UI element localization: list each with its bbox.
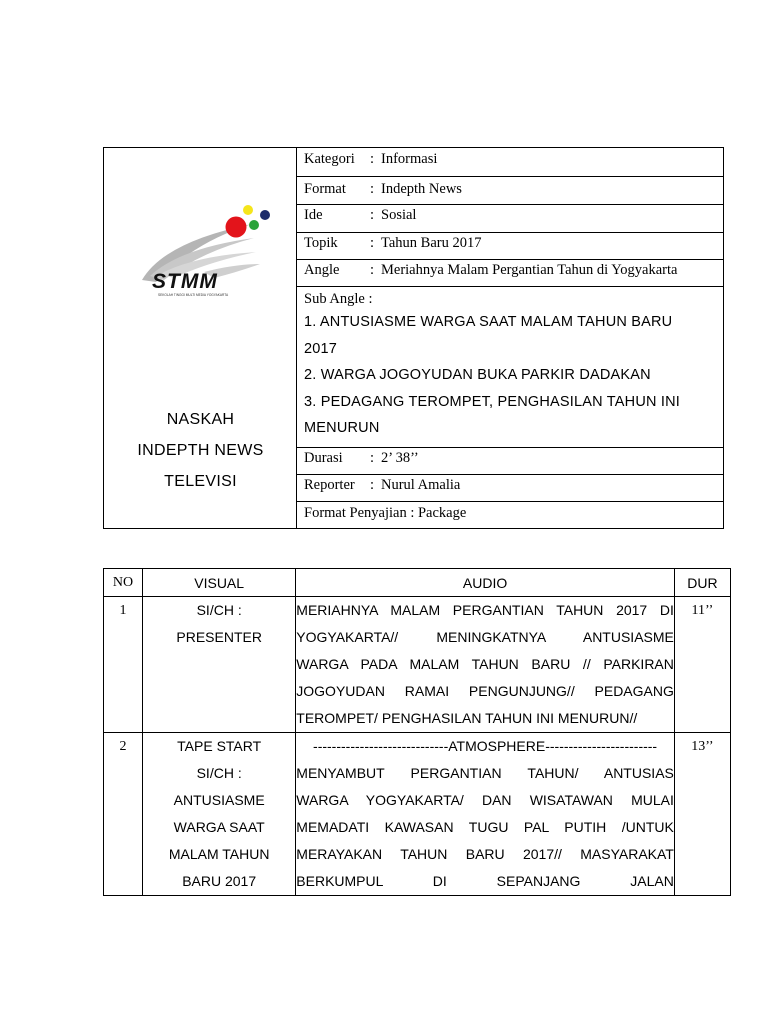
sub-angle-line: 2017 xyxy=(304,340,338,357)
meta-format-penyajian: Format Penyajian : Package xyxy=(304,505,467,521)
row-duration: 11’’ xyxy=(674,597,730,733)
column-header-no: NO xyxy=(104,569,143,597)
audio-line: BERKUMPUL DI SEPANJANG JALAN xyxy=(296,873,674,889)
row-number: 1 xyxy=(104,597,143,733)
audio-line: -----------------------------ATMOSPHERE------------------------ xyxy=(313,738,658,754)
header-left-cell xyxy=(104,148,297,528)
sub-angle-line: 3. PEDAGANG TEROMPET, PENGHASILAN TAHUN INI xyxy=(304,393,681,410)
meta-sub-angle xyxy=(297,287,723,448)
header-table xyxy=(103,147,724,529)
visual-line: WARGA SAAT xyxy=(173,819,265,835)
stmm-logo xyxy=(134,202,274,302)
title-line-1: NASKAH xyxy=(166,411,235,428)
audio-line: MERAYAKAN TAHUN BARU 2017// MASYARAKAT xyxy=(296,846,674,862)
visual-line: ANTUSIASME xyxy=(173,792,265,808)
meta-format: Format : Indepth News xyxy=(297,177,723,205)
header-meta xyxy=(297,148,723,528)
visual-line: TAPE START xyxy=(177,738,262,754)
audio-line: TEROMPET/ PENGHASILAN TAHUN INI MENURUN// xyxy=(296,710,638,726)
row-visual xyxy=(143,733,296,896)
row-duration: 13’’ xyxy=(674,733,730,896)
meta-topik: Topik : Tahun Baru 2017 xyxy=(297,233,723,260)
meta-ide: Ide : Sosial xyxy=(297,205,723,233)
visual-line: SI/CH : xyxy=(196,602,242,618)
logo-wordmark: STMM xyxy=(152,270,218,293)
row-number: 2 xyxy=(104,733,143,896)
audio-line: MEMADATI KAWASAN TUGU PAL PUTIH /UNTUK xyxy=(296,819,674,835)
row-visual xyxy=(143,597,296,733)
logo-tagline: SEKOLAH TINGGI MULTI MEDIA YOGYAKARTA xyxy=(158,293,229,297)
audio-line: JOGOYUDAN RAMAI PENGUNJUNG// PEDAGANG xyxy=(296,683,674,699)
audio-line: MENYAMBUT PERGANTIAN TAHUN/ ANTUSIAS xyxy=(296,765,674,781)
audio-line: YOGYAKARTA// MENINGKATNYA ANTUSIASME xyxy=(296,629,674,645)
sub-angle-line: MENURUN xyxy=(304,420,380,436)
column-header-visual: VISUAL xyxy=(143,569,296,597)
audio-line: WARGA YOGYAKARTA/ DAN WISATAWAN MULAI xyxy=(296,792,674,808)
visual-line: BARU 2017 xyxy=(182,873,257,889)
meta-reporter: Reporter : Nurul Amalia xyxy=(297,475,723,502)
script-header-row xyxy=(104,569,731,597)
sub-angle-line: 1. ANTUSIASME WARGA SAAT MALAM TAHUN BARU xyxy=(304,314,673,330)
row-audio xyxy=(296,733,675,896)
visual-line: PRESENTER xyxy=(176,629,262,645)
meta-kategori: Kategori : Informasi xyxy=(297,148,723,177)
sub-angle-line: 2. WARGA JOGOYUDAN BUKA PARKIR DADAKAN xyxy=(304,367,651,383)
meta-angle: Angle : Meriahnya Malam Pergantian Tahun di Yogyakarta xyxy=(297,260,723,287)
title-line-2: INDEPTH NEWS xyxy=(137,442,264,459)
document-title xyxy=(104,404,297,497)
column-header-dur: DUR xyxy=(674,569,730,597)
visual-line: SI/CH : xyxy=(196,765,242,781)
visual-line: MALAM TAHUN xyxy=(168,846,270,862)
column-header-audio: AUDIO xyxy=(296,569,675,597)
meta-durasi: Durasi : 2’ 38’’ xyxy=(297,448,723,475)
audio-line: WARGA PADA MALAM TAHUN BARU // PARKIRAN xyxy=(296,656,674,672)
script-table xyxy=(103,568,731,896)
sub-angle-title: Sub Angle : xyxy=(304,291,373,307)
audio-line: MERIAHNYA MALAM PERGANTIAN TAHUN 2017 DI xyxy=(296,602,674,618)
table-row xyxy=(104,597,731,733)
table-row xyxy=(104,733,731,896)
title-line-3: TELEVISI xyxy=(164,473,237,490)
row-audio xyxy=(296,597,675,733)
